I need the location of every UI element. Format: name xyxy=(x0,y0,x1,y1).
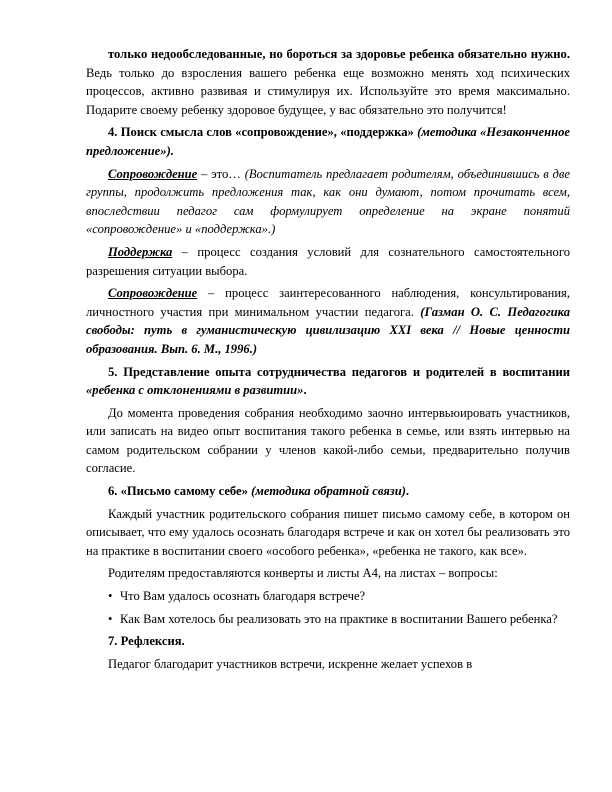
document-page xyxy=(86,45,570,677)
section-4-title: 4. Поиск смысла слов «сопровождение», «поддержка» xyxy=(108,125,414,140)
section-4-heading xyxy=(86,123,570,160)
section-4-method: (методика «Незаконченное предложение»). xyxy=(86,125,570,158)
bullet-text-1: Что Вам удалось осознать благодаря встрече? xyxy=(120,589,366,604)
bullet-text-2: Как Вам хотелось бы реализовать это на практике в воспитании Вашего ребенка? xyxy=(120,611,558,626)
term-soprovozhdenie: Сопровождение xyxy=(108,166,198,181)
teacher-note: (Воспитатель предлагает родителям, объединившись в две группы, продолжить предложения так, как они думают, потом прочитать всем, впоследствии педагог сам формулирует определение на экране понятий «сопровождение» и «поддержка».) xyxy=(86,166,570,237)
paragraph-intro xyxy=(86,45,570,119)
intro-bold-text: только недообследованные, но бороться за здоровье ребенка обязательно нужно. xyxy=(108,47,570,61)
section-7-heading xyxy=(86,632,570,651)
section-5-title: 5. Представление опыта сотрудничества педагогов и родителей в воспитании xyxy=(108,364,570,379)
paragraph-envelopes: Родителям предоставляются конверты и листы А4, на листах – вопросы: xyxy=(108,566,498,581)
paragraph-section-7: Педагог благодарит участников встречи, искренне желает успехов в xyxy=(108,656,473,671)
term-podderzhka: Поддержка xyxy=(108,244,173,259)
section-7-title: 7. Рефлексия. xyxy=(108,634,185,649)
soprovozhdenie-definition: – процесс заинтересованного наблюдения, консультирования, личностного участия при минимальном участии педагога. xyxy=(86,286,570,319)
section-6-title: 6. «Письмо самому себе» xyxy=(108,484,248,499)
term-dash: – это… xyxy=(197,166,245,181)
paragraph-section-5: До момента проведения собрания необходимо заочно интервьюировать участников, или записать на видео опыт воспитания такого ребенка в семье, или взять интервью на самом родительском собрании у членов какой-либо семьи, предварительно получив согласие. xyxy=(86,405,570,476)
section-6-heading xyxy=(86,482,570,501)
paragraph-section-6: Каждый участник родительского собрания пишет письмо самому себе, в котором он описывает, что ему удалось осознать благодаря встрече и как он хотел бы реализовать это на практике в воспитании своего «особого ребенка», «ребенка не такого, как все». xyxy=(86,506,570,558)
section-6-end: . xyxy=(405,484,410,499)
bullet-icon: • xyxy=(108,589,113,604)
bullet-icon: • xyxy=(108,611,113,626)
section-5-quote: «ребенка с отклонениями в развитии» xyxy=(86,383,304,398)
podderzhka-definition: – процесс создания условий для сознательного самостоятельного разрешения ситуации выбора. xyxy=(86,244,570,278)
section-6-method: (методика обратной связи) xyxy=(247,484,406,499)
citation-reference: (Газман О. С. Педагогика свободы: путь в гуманистическую цивилизацию XXI века // Новые ценности образования. Вып. 6. М., 1996.) xyxy=(86,304,570,356)
section-5-heading xyxy=(86,363,570,400)
paragraph-podderzhka-definition xyxy=(86,243,570,280)
bullet-item-2 xyxy=(86,610,570,629)
intro-text: Ведь только до взросления вашего ребенка еще возможно менять ход психических процессов, активно развивая и стимулируя их. Используйте это время максимально. Подарите своему ребенку здоровое будущее, у вас обязательно это получится! xyxy=(86,65,570,117)
paragraph-soprovozhdenie-definition xyxy=(86,284,570,358)
term-soprovozhdenie-2: Сопровождение xyxy=(108,286,198,301)
paragraph-soprovozhdenie-prompt xyxy=(86,165,570,239)
bullet-item-1 xyxy=(86,587,570,606)
section-5-end: . xyxy=(303,383,307,398)
